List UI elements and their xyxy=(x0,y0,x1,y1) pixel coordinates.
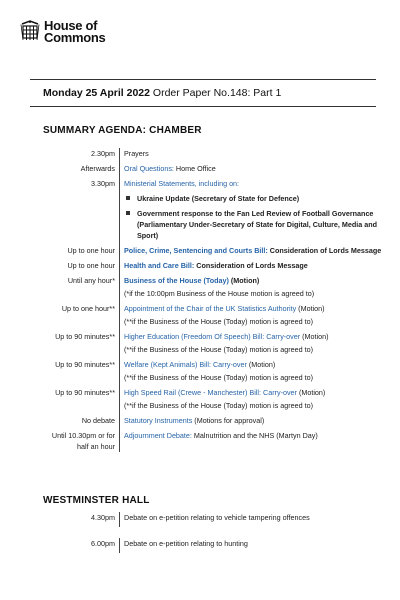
agenda-row xyxy=(43,415,383,430)
hall-item: Debate on e-petition relating to hunting xyxy=(119,538,383,553)
agenda-note: (**if the Business of the House (Today) motion is agreed to) xyxy=(119,316,383,331)
agenda-time: Until any hour* xyxy=(67,276,115,285)
agenda-time: Up to one hour** xyxy=(61,304,115,313)
westminster-hall-heading: WESTMINSTER HALL xyxy=(43,495,150,506)
bullet-square-icon xyxy=(126,211,130,215)
oral-questions-link[interactable]: Oral Questions: xyxy=(124,164,174,173)
agenda-time xyxy=(43,372,119,387)
hall-row xyxy=(43,512,383,527)
agenda-item: Prayers xyxy=(119,148,383,163)
agenda-row xyxy=(43,316,383,331)
statutory-instruments-link[interactable]: Statutory Instruments xyxy=(124,416,193,425)
agenda-row xyxy=(43,430,383,452)
hall-row xyxy=(43,538,383,553)
agenda-note: (*if the 10:00pm Business of the House motion is agreed to) xyxy=(119,288,383,303)
agenda-time: 3.30pm xyxy=(91,179,115,188)
agenda-item: Welfare (Kept Animals) Bill: Carry-over (Motion) xyxy=(119,359,383,372)
agenda-time: Afterwards xyxy=(80,164,115,173)
agenda-time xyxy=(43,344,119,359)
agenda-item: Statutory Instruments (Motions for approval) xyxy=(119,415,383,430)
bullet-square-icon xyxy=(126,196,130,200)
agenda-row xyxy=(43,303,383,316)
agenda-row xyxy=(43,372,383,387)
agenda-time xyxy=(43,400,119,415)
order-paper-date: Monday 25 April 2022 xyxy=(43,87,150,99)
agenda-time xyxy=(43,288,119,303)
agenda-row xyxy=(43,331,383,344)
agenda-note: (**if the Business of the House (Today) motion is agreed to) xyxy=(119,344,383,359)
hall-time: 6.00pm xyxy=(91,539,115,548)
agenda-row xyxy=(43,400,383,415)
agenda-item: Adjournment Debate: Malnutrition and the NHS (Martyn Day) xyxy=(119,430,383,452)
statement-bullet: Ukraine Update (Secretary of State for Defence) xyxy=(124,193,383,204)
police-crime-bill-link[interactable]: Police, Crime, Sentencing and Courts Bill: xyxy=(124,246,268,255)
agenda-item: Appointment of the Chair of the UK Statistics Authority (Motion) xyxy=(119,303,383,316)
agenda-time: Up to one hour xyxy=(67,246,115,255)
agenda-row xyxy=(43,148,383,163)
agenda-time: 2.30pm xyxy=(91,149,115,158)
agenda-time: Up to 90 minutes** xyxy=(55,332,115,341)
hall-item: Debate on e-petition relating to vehicle tampering offences xyxy=(119,512,383,527)
agenda-item: High Speed Rail (Crewe - Manchester) Bill: Carry-over (Motion) xyxy=(119,387,383,400)
agenda-row xyxy=(43,288,383,303)
agenda-row xyxy=(43,275,383,288)
statistics-authority-link[interactable]: Appointment of the Chair of the UK Statistics Authority xyxy=(124,304,297,313)
order-paper-number: Order Paper No.148: Part 1 xyxy=(152,87,282,99)
business-of-house-link[interactable]: Business of the House (Today) xyxy=(124,276,229,285)
agenda-row xyxy=(43,163,383,178)
agenda-row xyxy=(43,344,383,359)
chamber-agenda xyxy=(43,148,383,452)
agenda-note: (**if the Business of the House (Today) motion is agreed to) xyxy=(119,400,383,415)
agenda-item: Health and Care Bill: Consideration of Lords Message xyxy=(119,260,383,275)
chamber-heading: SUMMARY AGENDA: CHAMBER xyxy=(43,125,202,136)
welfare-animals-bill-link[interactable]: Welfare (Kept Animals) Bill: Carry-over xyxy=(124,360,247,369)
hall-time: 4.30pm xyxy=(91,513,115,522)
agenda-time: No debate xyxy=(81,416,115,425)
agenda-note: (**if the Business of the House (Today) motion is agreed to) xyxy=(119,372,383,387)
agenda-time: Up to 90 minutes** xyxy=(55,388,115,397)
agenda-item: Police, Crime, Sentencing and Courts Bill: Consideration of Lords Message xyxy=(119,245,383,260)
agenda-item: Oral Questions: Home Office xyxy=(119,163,383,178)
agenda-row xyxy=(43,359,383,372)
agenda-row xyxy=(43,178,383,245)
header-bottom-rule xyxy=(30,106,376,107)
ministerial-statements-link[interactable]: Ministerial Statements, including on: xyxy=(124,179,240,188)
order-paper-title xyxy=(43,87,281,99)
logo-line-2: Commons xyxy=(44,30,106,45)
agenda-row xyxy=(43,387,383,400)
westminster-hall-agenda xyxy=(43,512,383,553)
agenda-time: Up to 90 minutes** xyxy=(55,360,115,369)
adjournment-debate-link[interactable]: Adjournment Debate: xyxy=(124,431,192,440)
agenda-time: Up to one hour xyxy=(67,261,115,270)
logo-line-1: House of xyxy=(44,18,98,33)
agenda-item: Business of the House (Today) (Motion) xyxy=(119,275,383,288)
portcullis-icon xyxy=(20,20,40,42)
agenda-row xyxy=(43,245,383,260)
header-top-rule xyxy=(30,79,376,80)
agenda-time: Until 10.30pm or for half an hour xyxy=(51,431,115,451)
higher-education-bill-link[interactable]: Higher Education (Freedom Of Speech) Bill: Carry-over xyxy=(124,332,301,341)
agenda-time xyxy=(43,316,119,331)
high-speed-rail-bill-link[interactable]: High Speed Rail (Crewe - Manchester) Bill: Carry-over xyxy=(124,388,297,397)
agenda-item xyxy=(119,178,383,245)
house-of-commons-logo xyxy=(20,20,105,44)
agenda-item: Higher Education (Freedom Of Speech) Bill: Carry-over (Motion) xyxy=(119,331,383,344)
agenda-row xyxy=(43,260,383,275)
health-care-bill-link[interactable]: Health and Care Bill: xyxy=(124,261,195,270)
statement-bullet: Government response to the Fan Led Review of Football Governance (Parliamentary Under-Secretary of State for Digital, Culture, Media and Sport) xyxy=(124,208,383,241)
